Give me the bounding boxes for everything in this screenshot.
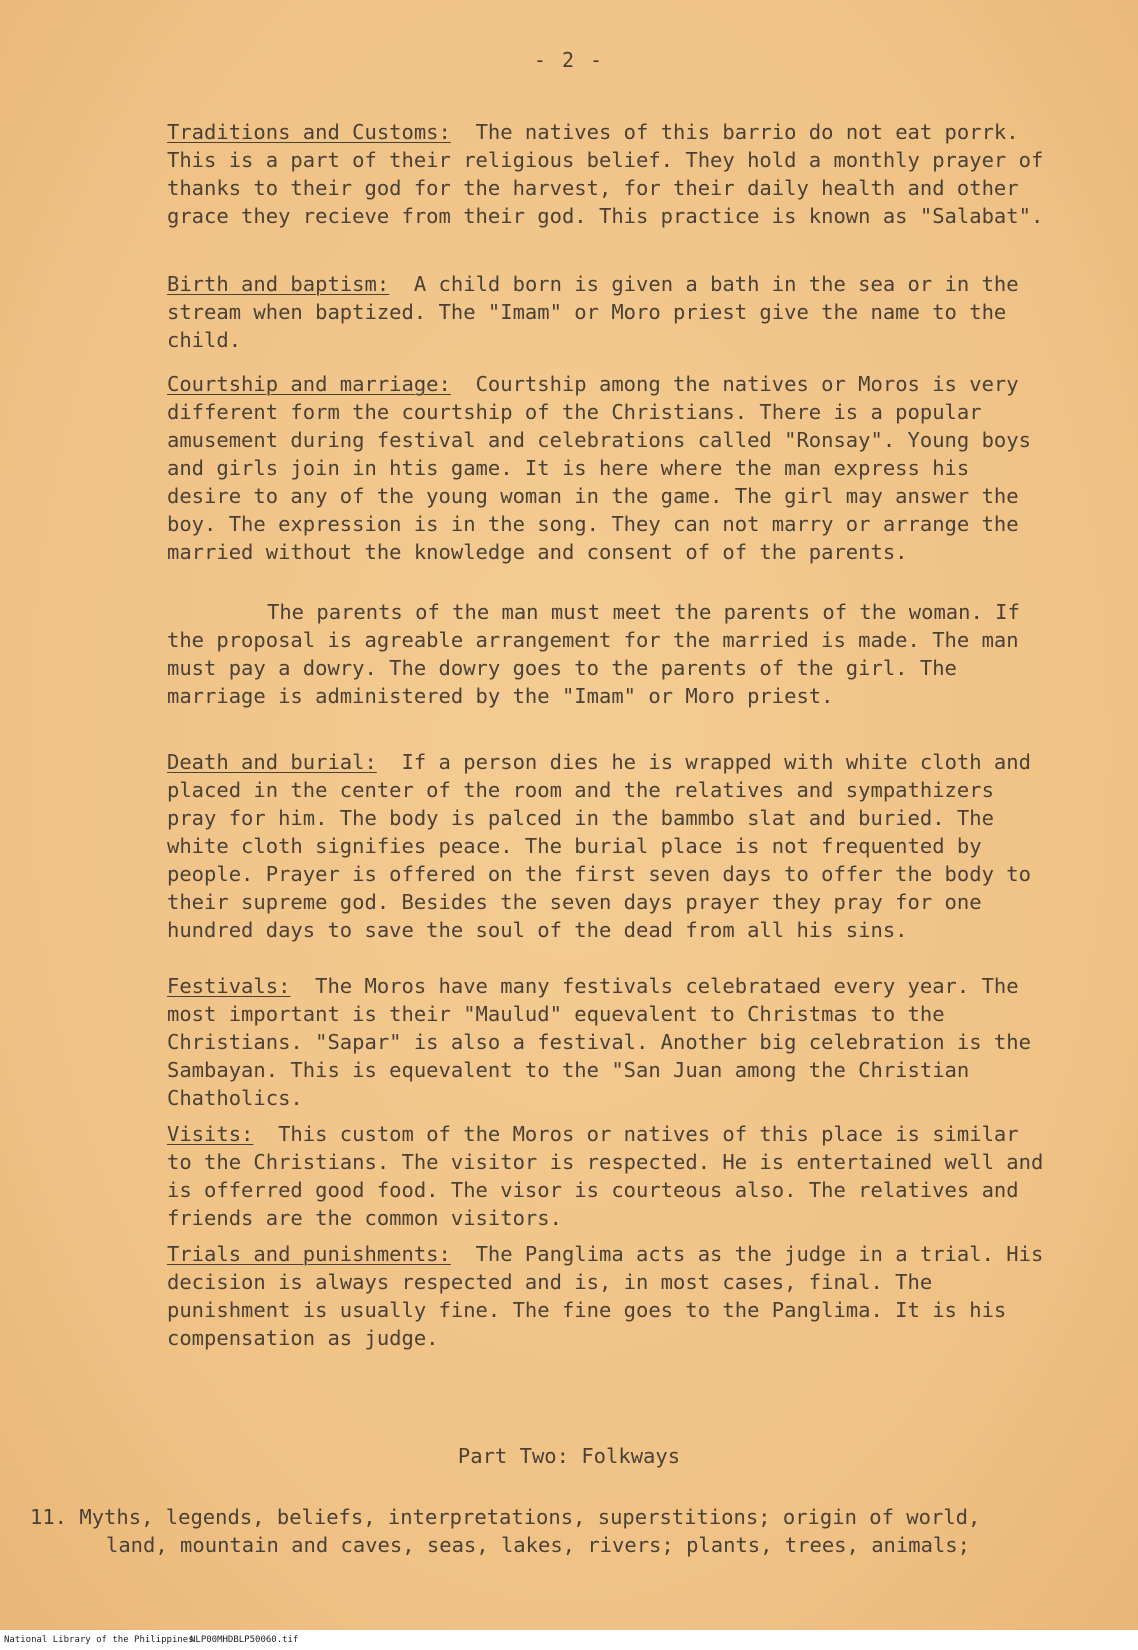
section-death xyxy=(167,748,1047,944)
heading-courtship: Courtship and marriage: xyxy=(167,372,451,396)
heading-festivals: Festivals: xyxy=(167,974,291,998)
heading-visits: Visits: xyxy=(167,1122,254,1146)
scan-footer xyxy=(0,1630,1138,1650)
body-death: If a person dies he is wrapped with white cloth and placed in the center of the room and the relatives and sympathizers pray for him. The body is palced in the bammbo slat and buried. The white cloth signifies peace. The burial place is not frequented by people. Prayer is offered on the first seven days to offer the body to their supreme god. Besides the seven days prayer they pray for one hundred days to save the soul of the dead from all his sins. xyxy=(167,750,1031,942)
body-trials: The Panglima acts as the judge in a trial. His decision is always respected and is, in most cases, final. The punishment is usually fine. The fine goes to the Panglima. It is his compensation as judge. xyxy=(167,1242,1044,1350)
body-birth: A child born is given a bath in the sea or in the stream when baptized. The "Imam" or Moro priest give the name to the child. xyxy=(167,272,1019,352)
body-visits: This custom of the Moros or natives of this place is similar to the Christians. The visitor is respected. He is entertained well and is offerred good food. The visor is courteous also. The relatives and friends are the common visitors. xyxy=(167,1122,1044,1230)
heading-death: Death and burial: xyxy=(167,750,377,774)
heading-trials: Trials and punishments: xyxy=(167,1242,451,1266)
item-11 xyxy=(30,1503,1110,1559)
item-11-line2: land, mountain and caves, seas, lakes, rivers; plants, trees, animals; xyxy=(106,1533,970,1557)
section-courtship-p2 xyxy=(167,598,1047,710)
body-courtship-p2: The parents of the man must meet the parents of the woman. If the proposal is agreable arrangement for the married is made. The man must pay a dowry. The dowry goes to the parents of the girl. The marriage is administered by the "Imam" or Moro priest. xyxy=(167,600,1020,708)
section-trials xyxy=(167,1240,1047,1352)
footer-library: National Library of the Philippines xyxy=(4,1635,194,1645)
section-festivals xyxy=(167,972,1047,1112)
section-birth xyxy=(167,270,1047,354)
item-11-line1: Myths, legends, beliefs, interpretations, superstitions; origin of world, xyxy=(79,1505,981,1529)
body-courtship: Courtship among the natives or Moros is very different form the courtship of the Christians. There is a popular amusement during festival and celebrations called "Ronsay". Young boys and girls join in htis game. It is here where the man express his desire to any of the young woman in the game. The girl may answer the boy. The expression is in the song. They can not marry or arrange the married without the knowledge and consent of of the parents. xyxy=(167,372,1031,564)
body-traditions: The natives of this barrio do not eat porrk. This is a part of their religious belief. They hold a monthly prayer of thanks to their god for the harvest, for their daily health and other grace they recieve from their god. This practice is known as "Salabat". xyxy=(167,120,1044,228)
part-two-heading: Part Two: Folkways xyxy=(457,1444,681,1468)
footer-filename: NLP00MHDBLP50060.tif xyxy=(190,1635,299,1645)
heading-birth: Birth and baptism: xyxy=(167,272,390,296)
section-courtship xyxy=(167,370,1047,566)
section-traditions xyxy=(167,118,1047,230)
heading-traditions: Traditions and Customs: xyxy=(167,120,451,144)
item-11-number: 11. xyxy=(30,1505,68,1529)
page-number: - 2 - xyxy=(533,48,605,72)
body-festivals: The Moros have many festivals celebrataed every year. The most important is their "Maulud" equevalent to Christmas to the Christians. "Sapar" is also a festival. Another big celebration is the Sambayan. This is equevalent to the "San Juan among the Christian Chatholics. xyxy=(167,974,1031,1110)
section-visits xyxy=(167,1120,1047,1232)
